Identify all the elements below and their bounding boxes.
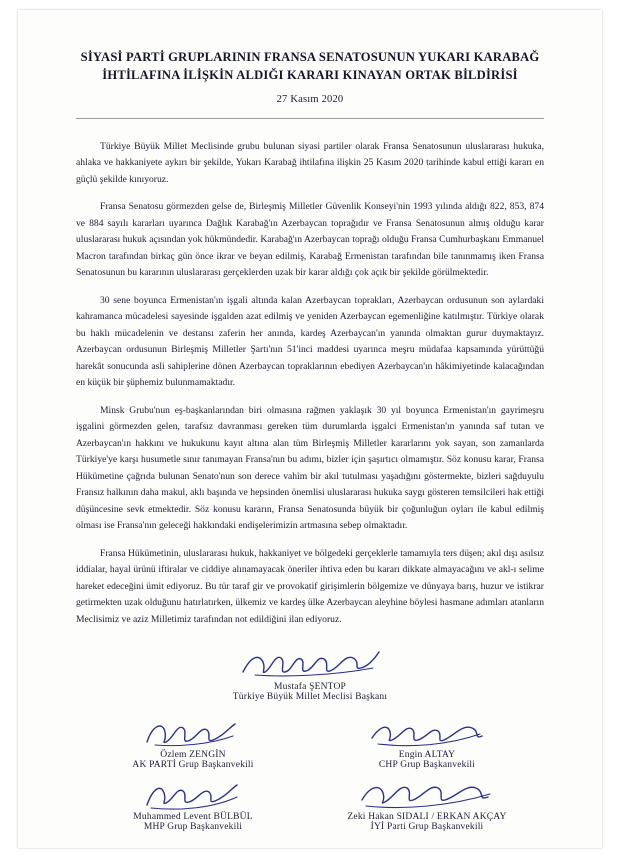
primary-signature-block	[76, 646, 544, 702]
signature-name-sentop: Mustafa ŞENTOP	[273, 682, 347, 692]
signature-block-zengin	[76, 718, 310, 770]
paragraph-2: Fransa Senatosu görmezden gelse de, Birleşmiş Milletler Güvenlik Konseyi'nin 1993 yılında aldığı 822, 853, 874 ve 884 sayılı kararları uyarınca Dağlık Karabağ'ın Azerbaycan toprağıdır ve Fransa Senatosunun almış olduğu karar uluslararası hukuk açısından yok hükmündedir. Karabağ'ın Azerbaycan toprağı olduğu Fransa Cumhurbaşkanı Emmanuel Macron tarafından birkaç gün önce ikrar ve beyan edilmiş, Karabağ Ermenistan tarafından bile tanınmamış iken Fransa Senatosunun bu kararının uluslararası gerçeklerden uzak bir karar aldığı çok açık bir şekilde görülmektedir.	[76, 201, 544, 278]
signature-name-zengin: Özlem ZENGİN	[160, 750, 226, 760]
signature-grid	[76, 718, 544, 832]
signature-block-bulbul	[76, 780, 310, 832]
signature-mark-zengin	[76, 718, 310, 748]
document-title	[76, 48, 544, 85]
signature-block-iyi	[310, 780, 544, 832]
title-divider	[76, 118, 544, 119]
signature-role-iyi: İYİ Parti Grup Başkanvekili	[370, 822, 484, 832]
signature-mark-sentop	[76, 646, 544, 680]
document-sheet	[18, 10, 602, 848]
signature-block-altay	[310, 718, 544, 770]
signature-name-altay: Engin ALTAY	[398, 750, 456, 760]
document-date: 27 Kasım 2020	[276, 93, 344, 105]
paragraph-4: Minsk Grubu'nun eş-başkanlarından biri olmasına rağmen yaklaşık 30 yıl boyunca Ermenistan'ın gayrimeşru işgalini görmezden gelen, tarafsız davranması gereken tüm durumlarda işgalci Ermenistan'ın yanında saf tutan ve Azerbaycan'ın hakkını ve hukukunu kayıt altına alan tüm Birleşmiş Milletler kararlarını yok sayan, son zamanlarda Türkiye'ye karşı husumetle sınır tanımayan Fransa'nın bu adımı, bizler için şaşırtıcı olmamıştır. Söz konusu karar, Fransa Hükümetine çağrıda bulunan Senato'nun son derece vahim bir akıl tutulması yaşadığını göstermekte, bizleri sağduyulu Fransız halkının daha makul, aklı başında ve hepsinden önemlisi uluslararası hukuka saygı gösteren temsilcileri hak ettiği düşüncesine sevk etmektedir. Söz konusu kararın, Fransa Senatosunda büyük bir çoğunluğun oyları ile kabul edilmiş olması ise Fransa'nın geleceği hakkındaki endişelerimizin artmasına sebep olmaktadır.	[76, 404, 544, 531]
signature-mark-iyi	[310, 780, 544, 810]
signature-role-altay: CHP Grup Başkanvekili	[378, 760, 476, 770]
title-line-2: İHTİLAFINA İLİŞKİN ALDIĞI KARARI KINAYAN ORTAK BİLDİRİSİ	[102, 68, 518, 83]
document-body	[76, 139, 544, 629]
signature-mark-altay	[310, 718, 544, 748]
signature-mark-bulbul	[76, 780, 310, 810]
signature-role-zengin: AK PARTİ Grup Başkanvekili	[132, 760, 254, 770]
paragraph-3: 30 sene boyunca Ermenistan'ın işgali altında kalan Azerbaycan toprakları, Azerbaycan ordusunun son aylardaki kahramanca mücadelesi sayesinde işgalden azat edilmiş ve yeniden Azerbaycan egemenliğine katılmıştır. Türkiye olarak bu haklı mücadelenin ve destansı zaferin her anında, kardeş Azerbaycan'ın yanında olmaktan gurur duymaktayız. Azerbaycan ordusunun Birleşmiş Milletler Şartı'nın 51'inci maddesi uyarınca meşru müdafaa kapsamında yürüttüğü harekât sonucunda asli sahiplerine dönen Azerbaycan topraklarının ebediyen Azerbaycan'ın hâkimiyetinde kalacağından en küçük bir şüphemiz bulunmamaktadır.	[76, 294, 544, 388]
paragraph-1: Türkiye Büyük Millet Meclisinde grubu bulunan siyasi partiler olarak Fransa Senatosunun uluslararası hukuka, ahlaka ve hakkaniyete aykırı bir şekilde, Yukarı Karabağ ihtilafına ilişkin 25 Kasım 2020 tarihinde kabul ettiği kararı en güçlü şekilde kınıyoruz.	[76, 140, 544, 185]
signature-role-sentop: Türkiye Büyük Millet Meclisi Başkanı	[232, 692, 388, 702]
paragraph-5: Fransa Hükümetinin, uluslararası hukuk, hakkaniyet ve bölgedeki gerçeklerle tamamıyla ters düşen; akıl dışı asılsız iddialar, hayal ürünü iftiralar ve ciddiye alınamayacak öneriler ihtiva eden bu kararı dikkate almayacağını ve akl-ı selime hareket edeceğini ümit ediyoruz. Bu tür taraf gir ve provokatif girişimlerin bölgemize ve dünyaya barış, huzur ve istikrar getirmekten uzak olduğunu hatırlatırken, ülkemiz ve kardeş ülke Azerbaycan aleyhine böylesi hasmane adımları atanların Meclisimiz ve aziz Milletimiz tarafından not edildiğini ilan ediyoruz.	[76, 547, 544, 625]
signature-name-bulbul: Muhammed Levent BÜLBÜL	[133, 812, 253, 822]
title-line-1: SİYASİ PARTİ GRUPLARININ FRANSA SENATOSUNUN YUKARI KARABAĞ	[80, 50, 540, 64]
signature-role-bulbul: MHP Grup Başkanvekili	[143, 822, 243, 832]
signature-name-iyi: Zeki Hakan SIDALI / ERKAN AKÇAY	[347, 812, 507, 822]
